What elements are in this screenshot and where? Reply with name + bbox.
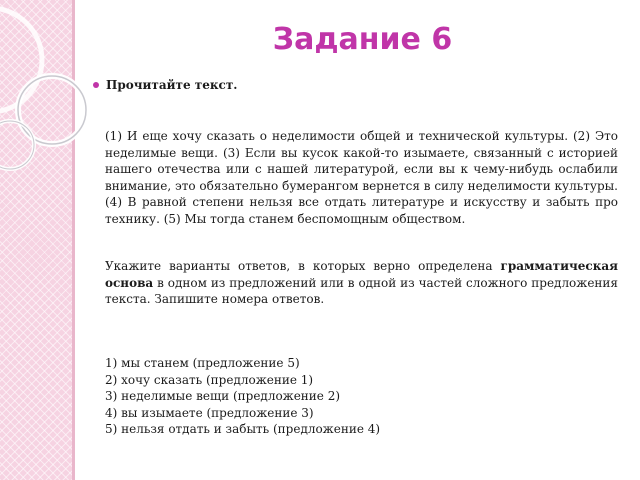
question-text-end: в одном из предложений или в одной из частей сложного предложения текста. Запишите номера ответов. [105, 275, 618, 306]
decorative-circle-medium-outline [18, 76, 86, 144]
answer-options [105, 355, 618, 438]
slide-title: Задание 6 [272, 22, 453, 57]
answer-option: 5) нельзя отдать и забыть (предложение 4) [105, 422, 381, 436]
answer-option: 2) хочу сказать (предложение 1) [105, 372, 314, 387]
source-text: (1) И еще хочу сказать о неделимости общей и технической культуры. (2) Это неделимые вещи. (3) Если вы кусок какой-то изымаете, связанный с историей нашего отечества или с нашей литературой, если вы к чему-нибудь ослабили внимание, это обязательно бумерангом вернется в силу неделимости культуры. (4) В равной степени нельзя все отдать литературе и искусству и забыть про технику. (5) Мы тогда станем беспомощным обществом. [105, 129, 618, 226]
answer-option: 3) неделимые вещи (предложение 2) [105, 389, 341, 403]
instruction-text: Прочитайте текст. [106, 78, 238, 92]
bullet-dot-icon [93, 82, 99, 88]
instruction-bullet [106, 78, 237, 92]
decorative-circle-small [0, 121, 34, 169]
answer-option: 1) мы станем (предложение 5) [105, 356, 300, 370]
answer-option: 4) вы изымаете (предложение 3) [105, 405, 314, 420]
question-keyword: грамматическая основа [105, 259, 618, 290]
question-text-start: Укажите варианты ответов, в которых верно определена [105, 259, 501, 273]
question-text [105, 258, 618, 308]
